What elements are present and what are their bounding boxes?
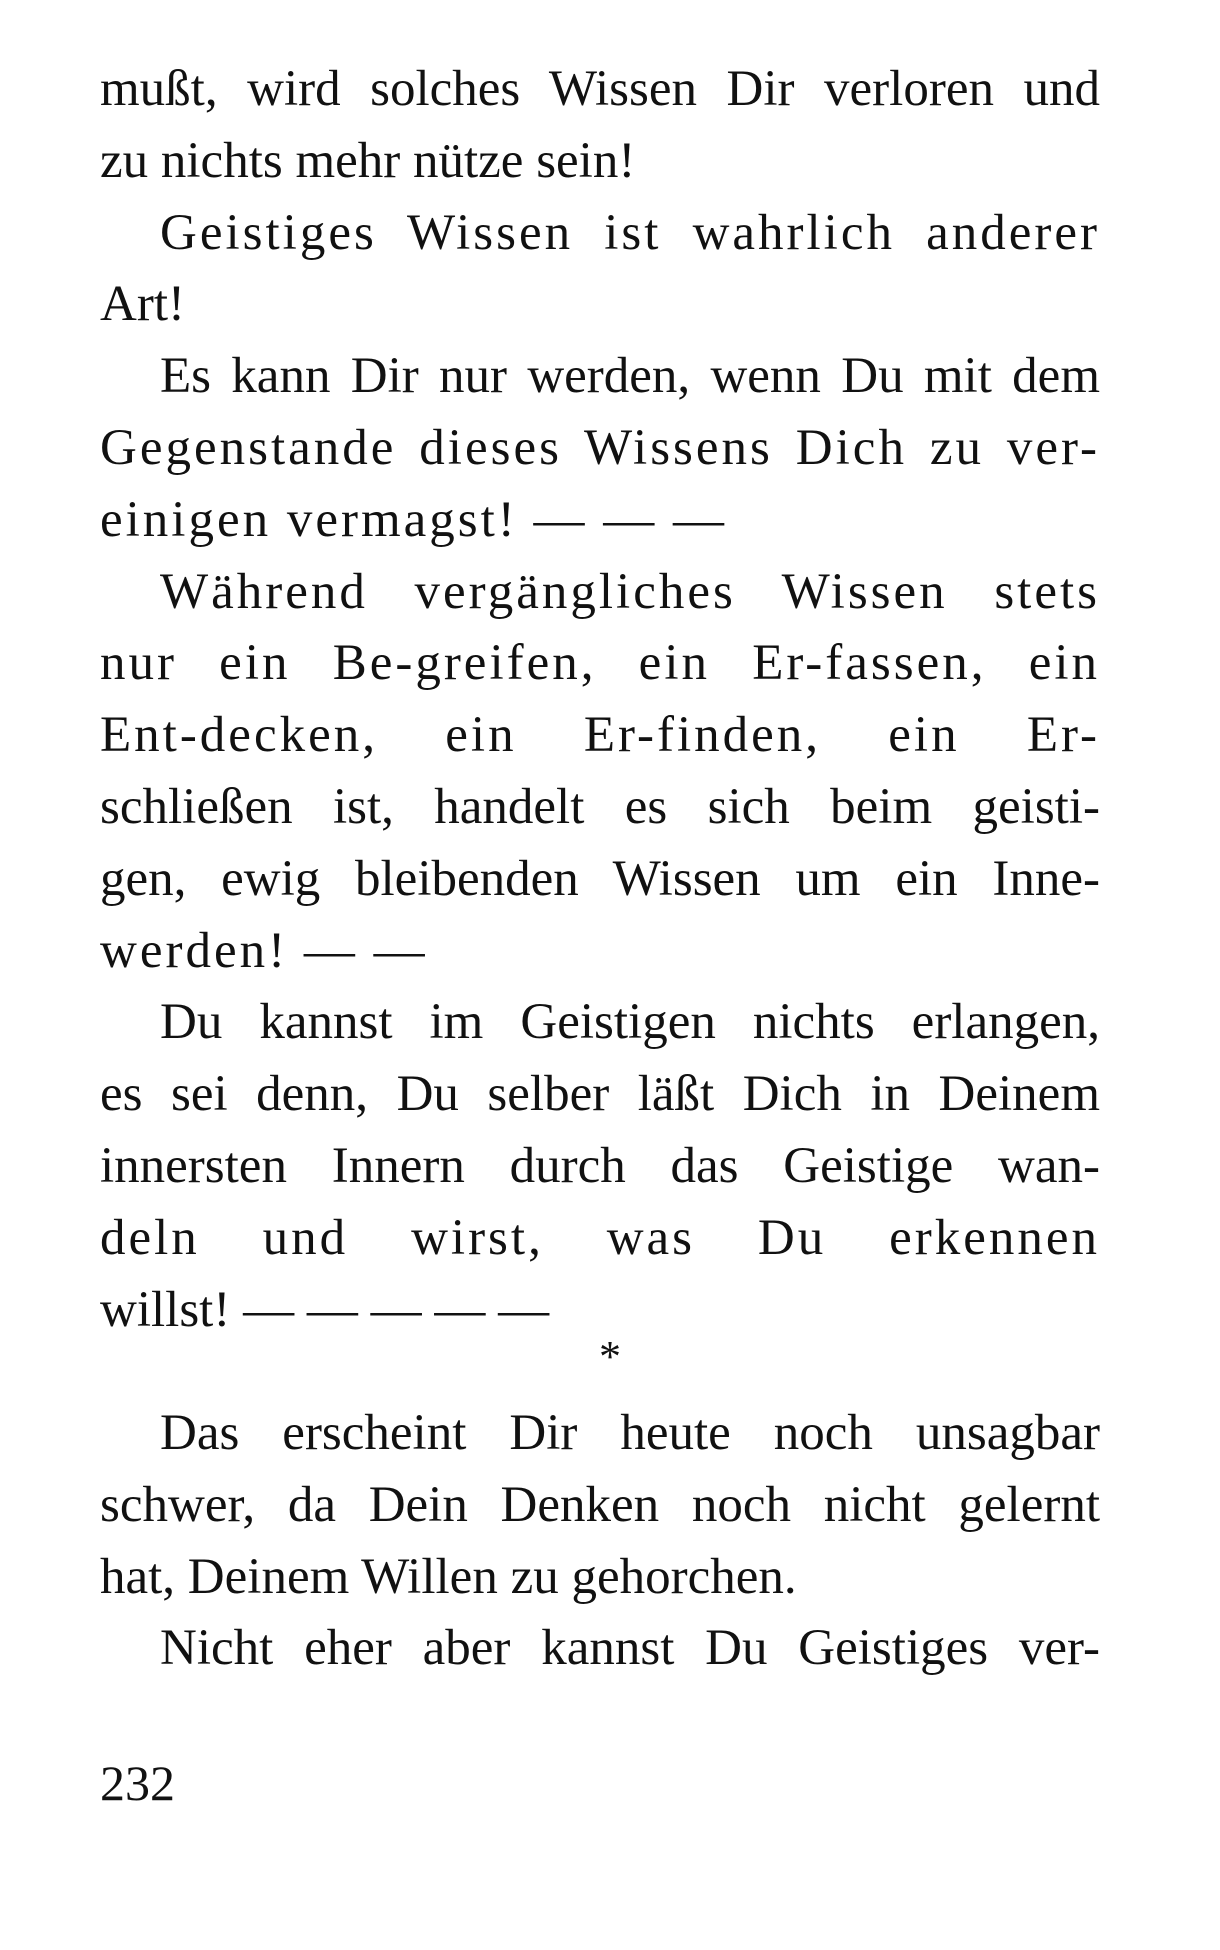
text-line: innersten Innern durch das Geistige wan-	[100, 1137, 1100, 1194]
text-line: schwer, da Dein Denken noch nicht gelernt	[100, 1476, 1100, 1533]
text-line: Es kann Dir nur werden, wenn Du mit dem	[160, 348, 1100, 405]
text-line: nur ein Be-greifen, ein Er-fassen, ein	[100, 635, 1100, 692]
body-text-top	[100, 54, 1100, 1346]
text-line: Das erscheint Dir heute noch unsagbar	[160, 1405, 1100, 1461]
text-line: Art!	[100, 276, 185, 333]
text-line: deln und wirst, was Du erkennen	[100, 1209, 1100, 1266]
text-line: werden! — —	[100, 922, 428, 979]
text-line: zu nichts mehr nütze sein!	[100, 132, 636, 189]
page-number: 232	[100, 1755, 175, 1811]
text-line: Du kannst im Geistigen nichts erlangen,	[160, 994, 1100, 1051]
text-line: hat, Deinem Willen zu gehorchen.	[100, 1548, 797, 1605]
text-line: Geistiges Wissen ist wahrlich anderer	[160, 204, 1100, 261]
section-separator: *	[599, 1332, 621, 1381]
text-line: Nicht eher aber kannst Du Geistiges ver-	[160, 1620, 1100, 1677]
text-line: willst! — — — — —	[100, 1281, 550, 1338]
text-line: gen, ewig bleibenden Wissen um ein Inne-	[100, 850, 1100, 907]
text-line: es sei denn, Du selber läßt Dich in Deinem	[100, 1066, 1100, 1123]
text-line: Gegenstande dieses Wissens Dich zu ver-	[100, 419, 1100, 476]
text-line: Während vergängliches Wissen stets	[160, 563, 1100, 620]
text-line: mußt, wird solches Wissen Dir verloren und	[100, 61, 1100, 117]
text-line: schließen ist, handelt es sich beim geisti-	[100, 778, 1100, 835]
text-line: einigen vermagst! — — —	[100, 491, 728, 548]
text-line: Ent-decken, ein Er-finden, ein Er-	[100, 707, 1100, 764]
body-text-bottom	[100, 1398, 1100, 1685]
